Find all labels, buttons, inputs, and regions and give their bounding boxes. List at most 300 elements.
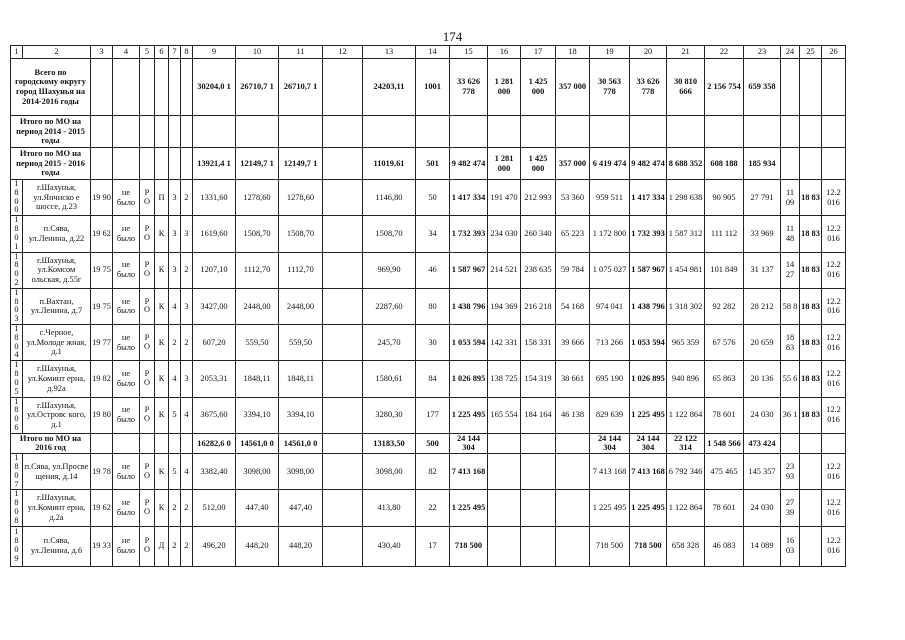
- table-cell: 1331,60: [193, 180, 236, 216]
- table-cell: 1 8 0 7: [11, 454, 23, 490]
- table-cell: 1278,60: [236, 180, 279, 216]
- table-header-row: [11, 46, 846, 59]
- table-cell: г.Шахунья, ул.Коминт ерна, д.92а: [23, 361, 91, 397]
- table-cell: 718 500: [630, 526, 667, 566]
- table-cell: 1 732 393: [450, 216, 488, 252]
- table-cell: 58 8: [781, 288, 800, 324]
- table-cell: 1 122 864: [667, 397, 705, 433]
- table-cell: 357 000: [556, 148, 590, 180]
- table-cell: 191 470: [488, 180, 521, 216]
- table-cell: [323, 216, 363, 252]
- table-cell: 245,70: [363, 325, 416, 361]
- table-cell: 1 122 864: [667, 490, 705, 526]
- table-cell: 1 026 895: [450, 361, 488, 397]
- table-cell: 80: [416, 288, 450, 324]
- table-cell: 22: [416, 490, 450, 526]
- table-cell: 19 62: [91, 216, 113, 252]
- table-cell: 501: [416, 148, 450, 180]
- table-cell: 33 626 778: [450, 59, 488, 116]
- table-cell: 3: [169, 216, 181, 252]
- table-cell: [91, 433, 113, 453]
- table-cell: 18 83: [781, 325, 800, 361]
- table-cell: [822, 116, 846, 148]
- table-row: [11, 288, 846, 324]
- table-cell: 2287,60: [363, 288, 416, 324]
- table-cell: 1 548 566: [705, 433, 744, 453]
- table-cell: П: [155, 180, 169, 216]
- table-cell: [323, 433, 363, 453]
- table-cell: К: [155, 252, 169, 288]
- table-cell: 3394,10: [236, 397, 279, 433]
- table-cell: 559,50: [279, 325, 323, 361]
- table-cell: 18 83: [800, 325, 822, 361]
- table-cell: 447,40: [279, 490, 323, 526]
- table-cell: 27 791: [744, 180, 781, 216]
- table-cell: 216 218: [521, 288, 556, 324]
- table-cell: не было: [113, 490, 140, 526]
- table-cell: 12: [323, 46, 363, 59]
- table-cell: [193, 116, 236, 148]
- table-cell: [781, 59, 800, 116]
- table-cell: [488, 433, 521, 453]
- table-cell: 18 83: [800, 397, 822, 433]
- table-cell: 1 425 000: [521, 59, 556, 116]
- table-cell: 2: [169, 325, 181, 361]
- table-cell: 11019,61: [363, 148, 416, 180]
- table-cell: 695 190: [590, 361, 630, 397]
- table-cell: Р О: [140, 180, 155, 216]
- table-cell: 24 144 304: [450, 433, 488, 453]
- table-cell: [416, 116, 450, 148]
- table-cell: Р О: [140, 325, 155, 361]
- table-cell: [140, 116, 155, 148]
- table-cell: 9 482 474: [630, 148, 667, 180]
- table-cell: 33 626 778: [630, 59, 667, 116]
- table-cell: [450, 116, 488, 148]
- program-table: [10, 45, 846, 567]
- table-cell: К: [155, 325, 169, 361]
- table-cell: 158 331: [521, 325, 556, 361]
- summary-row: [11, 116, 846, 148]
- table-cell: Р О: [140, 361, 155, 397]
- table-cell: 19 80: [91, 397, 113, 433]
- table-cell: [140, 433, 155, 453]
- table-cell: 12.2 016: [822, 180, 846, 216]
- table-cell: 18: [556, 46, 590, 59]
- table-cell: 46: [416, 252, 450, 288]
- table-cell: [155, 433, 169, 453]
- table-cell: 1 587 312: [667, 216, 705, 252]
- table-cell: Р О: [140, 216, 155, 252]
- table-cell: 6: [155, 46, 169, 59]
- table-cell: [113, 59, 140, 116]
- table-cell: [521, 526, 556, 566]
- table-cell: [488, 116, 521, 148]
- table-cell: [800, 526, 822, 566]
- table-cell: 53 360: [556, 180, 590, 216]
- table-row: [11, 216, 846, 252]
- table-cell: 9: [193, 46, 236, 59]
- table-cell: 1580,61: [363, 361, 416, 397]
- table-cell: 1 587 967: [630, 252, 667, 288]
- table-cell: [800, 490, 822, 526]
- table-cell: 24: [781, 46, 800, 59]
- table-cell: 26710,7 1: [236, 59, 279, 116]
- table-cell: 1112,70: [279, 252, 323, 288]
- table-cell: 38 661: [556, 361, 590, 397]
- table-cell: 1 417 334: [630, 180, 667, 216]
- table-cell: 1 8 0 8: [11, 490, 23, 526]
- table-cell: 11 09: [781, 180, 800, 216]
- table-cell: 30: [416, 325, 450, 361]
- table-cell: 1 225 495: [630, 490, 667, 526]
- table-cell: 19 77: [91, 325, 113, 361]
- table-cell: не было: [113, 288, 140, 324]
- table-cell: 608 188: [705, 148, 744, 180]
- table-cell: 17: [521, 46, 556, 59]
- table-cell: [556, 454, 590, 490]
- table-cell: 3675,60: [193, 397, 236, 433]
- table-cell: 1 053 594: [450, 325, 488, 361]
- table-cell: 20: [630, 46, 667, 59]
- table-cell: 12.2 016: [822, 252, 846, 288]
- table-cell: 1 225 495: [450, 490, 488, 526]
- table-cell: 59 784: [556, 252, 590, 288]
- table-cell: [169, 148, 181, 180]
- table-cell: [169, 59, 181, 116]
- table-cell: 12.2 016: [822, 216, 846, 252]
- table-row: [11, 490, 846, 526]
- table-cell: 829 639: [590, 397, 630, 433]
- table-cell: [91, 148, 113, 180]
- table-cell: 475 465: [705, 454, 744, 490]
- table-cell: 14: [416, 46, 450, 59]
- table-cell: 2 156 754: [705, 59, 744, 116]
- table-cell: 2: [181, 180, 193, 216]
- table-cell: 3: [91, 46, 113, 59]
- table-cell: 12.2 016: [822, 361, 846, 397]
- table-cell: 4: [169, 361, 181, 397]
- table-cell: 194 369: [488, 288, 521, 324]
- table-cell: [113, 433, 140, 453]
- table-cell: 1 281 000: [488, 148, 521, 180]
- table-cell: [521, 454, 556, 490]
- table-cell: 5: [169, 454, 181, 490]
- table-cell: 3: [181, 361, 193, 397]
- table-cell: 46 138: [556, 397, 590, 433]
- summary-row: [11, 59, 846, 116]
- table-cell: 658 328: [667, 526, 705, 566]
- table-cell: 15: [450, 46, 488, 59]
- table-cell: 559,50: [236, 325, 279, 361]
- table-cell: 78 601: [705, 490, 744, 526]
- table-cell: 940 896: [667, 361, 705, 397]
- table-cell: 39 666: [556, 325, 590, 361]
- table-cell: 50: [416, 180, 450, 216]
- table-cell: 2053,31: [193, 361, 236, 397]
- table-cell: 1 8 0 4: [11, 325, 23, 361]
- table-cell: [155, 59, 169, 116]
- table-cell: 1 225 495: [630, 397, 667, 433]
- table-cell: [155, 148, 169, 180]
- table-cell: 20 659: [744, 325, 781, 361]
- table-cell: [323, 490, 363, 526]
- table-cell: 16282,6 0: [193, 433, 236, 453]
- table-cell: [590, 116, 630, 148]
- table-cell: 1508,70: [279, 216, 323, 252]
- table-cell: 185 934: [744, 148, 781, 180]
- table-cell: 7 413 168: [590, 454, 630, 490]
- table-cell: не было: [113, 325, 140, 361]
- table-cell: не было: [113, 454, 140, 490]
- table-cell: 55 6: [781, 361, 800, 397]
- table-cell: 447,40: [236, 490, 279, 526]
- table-cell: 30 563 778: [590, 59, 630, 116]
- table-cell: [800, 433, 822, 453]
- table-cell: [781, 148, 800, 180]
- table-cell: 27 39: [781, 490, 800, 526]
- table-cell: 22 122 314: [667, 433, 705, 453]
- table-cell: 1848,11: [236, 361, 279, 397]
- table-cell: 1: [11, 46, 23, 59]
- table-cell: 260 340: [521, 216, 556, 252]
- table-cell: 13921,4 1: [193, 148, 236, 180]
- table-cell: 19: [590, 46, 630, 59]
- table-cell: [667, 116, 705, 148]
- table-row: [11, 252, 846, 288]
- table-cell: 24 030: [744, 490, 781, 526]
- table-cell: К: [155, 361, 169, 397]
- table-cell: не было: [113, 361, 140, 397]
- table-cell: 25: [800, 46, 822, 59]
- table-cell: 16: [488, 46, 521, 59]
- table-cell: К: [155, 216, 169, 252]
- table-cell: 12.2 016: [822, 454, 846, 490]
- table-cell: К: [155, 454, 169, 490]
- table-cell: 12.2 016: [822, 397, 846, 433]
- table-cell: 969,90: [363, 252, 416, 288]
- table-cell: 1 417 334: [450, 180, 488, 216]
- table-cell: не было: [113, 252, 140, 288]
- table-cell: 19 82: [91, 361, 113, 397]
- table-cell: [323, 252, 363, 288]
- table-row: [11, 397, 846, 433]
- table-cell: 2448,00: [279, 288, 323, 324]
- table-cell: п.Сява, ул.Просве щения, д.14: [23, 454, 91, 490]
- table-cell: [800, 454, 822, 490]
- table-cell: [91, 59, 113, 116]
- table-cell: 3382,40: [193, 454, 236, 490]
- table-cell: 8: [181, 46, 193, 59]
- table-cell: 2: [169, 526, 181, 566]
- table-cell: Итого по МО на период 2014 - 2015 годы: [11, 116, 91, 148]
- table-cell: [556, 526, 590, 566]
- table-cell: 19 75: [91, 288, 113, 324]
- table-cell: 3394,10: [279, 397, 323, 433]
- table-cell: 3280,30: [363, 397, 416, 433]
- table-cell: [822, 59, 846, 116]
- table-cell: 1 438 796: [630, 288, 667, 324]
- table-cell: 12.2 016: [822, 325, 846, 361]
- table-cell: 430,40: [363, 526, 416, 566]
- table-row: [11, 454, 846, 490]
- table-cell: 54 168: [556, 288, 590, 324]
- table-cell: 17: [416, 526, 450, 566]
- table-cell: 142 331: [488, 325, 521, 361]
- table-cell: 607,20: [193, 325, 236, 361]
- table-cell: [181, 116, 193, 148]
- table-cell: 90 905: [705, 180, 744, 216]
- table-cell: 65 223: [556, 216, 590, 252]
- table-cell: 234 030: [488, 216, 521, 252]
- table-cell: 965 359: [667, 325, 705, 361]
- table-cell: 19 90: [91, 180, 113, 216]
- table-cell: [236, 116, 279, 148]
- table-cell: 1 225 495: [450, 397, 488, 433]
- table-cell: 22: [705, 46, 744, 59]
- table-cell: [521, 433, 556, 453]
- table-cell: 78 601: [705, 397, 744, 433]
- table-cell: [556, 490, 590, 526]
- table-cell: г.Шахунья, ул.Коминт ерна, д.2а: [23, 490, 91, 526]
- table-cell: 2: [181, 252, 193, 288]
- table-cell: 3: [181, 216, 193, 252]
- table-cell: 26: [822, 46, 846, 59]
- table-cell: 3427,00: [193, 288, 236, 324]
- table-cell: 165 554: [488, 397, 521, 433]
- table-cell: [705, 116, 744, 148]
- table-cell: г.Шахунья, ул.Янчнско е шоссе, д.23: [23, 180, 91, 216]
- table-cell: 12149,7 1: [279, 148, 323, 180]
- table-cell: 12.2 016: [822, 288, 846, 324]
- table-cell: [169, 116, 181, 148]
- table-cell: 1 298 638: [667, 180, 705, 216]
- table-cell: 1508,70: [363, 216, 416, 252]
- table-cell: 34: [416, 216, 450, 252]
- table-cell: 18 83: [800, 361, 822, 397]
- table-cell: 21: [667, 46, 705, 59]
- table-cell: [323, 361, 363, 397]
- table-cell: 1619,60: [193, 216, 236, 252]
- table-cell: 7 413 168: [450, 454, 488, 490]
- table-cell: 145 357: [744, 454, 781, 490]
- table-cell: п.Сява, ул.Ленина, д.22: [23, 216, 91, 252]
- table-cell: 20 136: [744, 361, 781, 397]
- table-cell: 31 137: [744, 252, 781, 288]
- table-cell: 23: [744, 46, 781, 59]
- table-cell: 1 8 0 1: [11, 216, 23, 252]
- table-cell: 9 482 474: [450, 148, 488, 180]
- table-cell: 19 75: [91, 252, 113, 288]
- page-number: 174: [442, 29, 463, 44]
- table-cell: 6 792 346: [667, 454, 705, 490]
- table-cell: [822, 148, 846, 180]
- table-cell: 19 33: [91, 526, 113, 566]
- table-cell: [781, 433, 800, 453]
- table-cell: 1 8 0 5: [11, 361, 23, 397]
- table-cell: 5: [169, 397, 181, 433]
- table-cell: [323, 148, 363, 180]
- table-cell: 2: [181, 325, 193, 361]
- table-cell: [323, 288, 363, 324]
- table-cell: [113, 148, 140, 180]
- table-cell: 3098,00: [363, 454, 416, 490]
- table-cell: [363, 116, 416, 148]
- table-cell: 6 419 474: [590, 148, 630, 180]
- table-cell: [323, 325, 363, 361]
- table-cell: 28 212: [744, 288, 781, 324]
- table-cell: 154 319: [521, 361, 556, 397]
- table-cell: не было: [113, 526, 140, 566]
- table-cell: 82: [416, 454, 450, 490]
- table-cell: [140, 148, 155, 180]
- table-cell: 92 282: [705, 288, 744, 324]
- table-cell: 1 587 967: [450, 252, 488, 288]
- table-cell: 718 500: [590, 526, 630, 566]
- table-cell: 4: [181, 454, 193, 490]
- table-cell: 4: [181, 397, 193, 433]
- table-cell: 5: [140, 46, 155, 59]
- table-cell: [279, 116, 323, 148]
- table-cell: К: [155, 490, 169, 526]
- table-cell: 1 8 0 2: [11, 252, 23, 288]
- table-cell: К: [155, 288, 169, 324]
- table-cell: 46 083: [705, 526, 744, 566]
- table-cell: 14561,0 0: [279, 433, 323, 453]
- table-cell: [800, 59, 822, 116]
- table-cell: п.Сява, ул.Ленина, д.6: [23, 526, 91, 566]
- table-cell: 13183,50: [363, 433, 416, 453]
- table-cell: 1 425 000: [521, 148, 556, 180]
- table-cell: 1 053 594: [630, 325, 667, 361]
- table-cell: Итого по МО на 2016 год: [11, 433, 91, 453]
- table-cell: [556, 116, 590, 148]
- table-cell: 14 089: [744, 526, 781, 566]
- table-cell: 4: [113, 46, 140, 59]
- table-cell: 16 03: [781, 526, 800, 566]
- table-cell: [155, 116, 169, 148]
- table-cell: 12.2 016: [822, 490, 846, 526]
- table-cell: 3: [169, 180, 181, 216]
- table-cell: 659 358: [744, 59, 781, 116]
- table-cell: Д: [155, 526, 169, 566]
- table-cell: 24 030: [744, 397, 781, 433]
- table-cell: 212 993: [521, 180, 556, 216]
- table-cell: 18 83: [800, 216, 822, 252]
- table-cell: [113, 116, 140, 148]
- table-cell: 14 27: [781, 252, 800, 288]
- table-cell: [323, 397, 363, 433]
- table-cell: 1 172 800: [590, 216, 630, 252]
- table-cell: не было: [113, 180, 140, 216]
- table-cell: [323, 454, 363, 490]
- table-cell: 2448,00: [236, 288, 279, 324]
- table-cell: 1 454 981: [667, 252, 705, 288]
- table-cell: 111 112: [705, 216, 744, 252]
- table-cell: 24 144 304: [590, 433, 630, 453]
- table-cell: Р О: [140, 397, 155, 433]
- table-cell: 26710,7 1: [279, 59, 323, 116]
- summary-row: [11, 148, 846, 180]
- table-cell: 1 8 0 3: [11, 288, 23, 324]
- table-cell: 1 8 0 9: [11, 526, 23, 566]
- table-cell: [822, 433, 846, 453]
- table-cell: 3098,00: [236, 454, 279, 490]
- table-cell: 14561,0 0: [236, 433, 279, 453]
- table-cell: Р О: [140, 454, 155, 490]
- table-cell: 18 83: [800, 252, 822, 288]
- table-cell: 500: [416, 433, 450, 453]
